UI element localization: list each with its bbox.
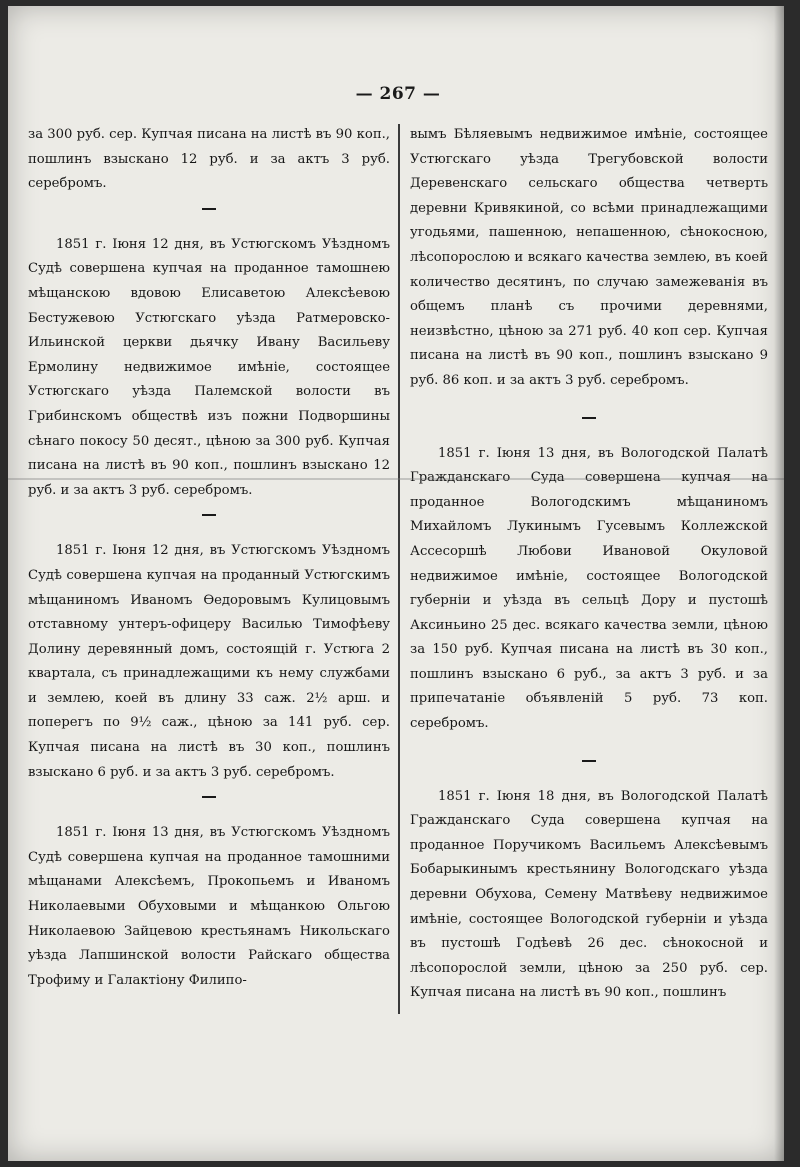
paragraph-continuation: за 300 руб. сер. Купчая писана на листѣ въ 90 коп., пошлинъ взыскано 12 руб. и за актъ 3 руб. серебромъ. [28, 127, 390, 192]
left-column [28, 123, 390, 993]
paragraph-entry: 1851 г. Іюня 13 дня, въ Вологодской Палатѣ Гражданскаго Суда совершена купчая на проданное Вологодскимъ мѣщаниномъ Михайломъ Лукинымъ Гусевымъ Коллежской Ассесоршѣ Любови Ивановой Окуловой недвижимое имѣніе, состоящее Вологодской губерніи и уѣзда въ сельцѣ Дору и пустошѣ Аксиньино 25 дес. всякаго качества земли, цѣною за 150 руб. Купчая писана на листѣ въ 30 коп., пошлинъ взыскано 6 руб., за актъ 3 руб. и за припечатаніе объявленій 5 руб. 73 коп. серебромъ. [410, 445, 768, 732]
section-separator [410, 749, 768, 773]
page-edge-shadow [774, 6, 784, 1161]
paragraph-continuation: вымъ Бѣляевымъ недвижимое имѣніе, состоящее Устюгскаго уѣзда Трегубовской волости Деревенскаго сельскаго общества четверть деревни Кривякиной, со всѣми принадлежащими угодьями, пашенною, непашенною, сѣнокосною, лѣсопорослою и всякаго качества землею, въ коей количество десятинъ, по случаю замежеванія въ общемъ планѣ съ прочими деревнями, неизвѣстно, цѣною за 271 руб. 40 коп сер. Купчая писана на листѣ въ 90 коп., пошлинъ взыскано 9 руб. 86 коп. и за актъ 3 руб. серебромъ. [410, 127, 768, 388]
section-separator [28, 785, 390, 809]
paragraph-entry: 1851 г. Іюня 12 дня, въ Устюгскомъ Уѣздномъ Судѣ совершена купчая на проданный Устюгскимъ мѣщаниномъ Иваномъ Ѳедоровымъ Кулицовымъ отставному унтеръ-офицеру Василью Тимофѣеву Долину деревянный домъ, состоящій г. Устюга 2 квартала, съ принадлежащими къ нему службами и землею, коей въ длину 33 саж. 2½ арш. и поперегъ по 9½ саж., цѣною за 141 руб. сер. Купчая писана на листѣ въ 30 коп., пошлинъ взыскано 6 руб. и за актъ 3 руб. серебромъ. [28, 543, 390, 780]
section-separator [28, 197, 390, 221]
paragraph-entry: 1851 г. Іюня 12 дня, въ Устюгскомъ Уѣздномъ Судѣ совершена купчая на проданное тамошнею мѣщанскою вдовою Елисаветою Алексѣевою Бестужевою Устюгскаго уѣзда Ратмеровско-Ильинской церкви дьячку Ивану Васильеву Ермолину недвижимое имѣніе, состоящее Устюгскаго уѣзда Палемской волости въ Грибинскомъ обществѣ изъ пожни Подворшины сѣнаго покосу 50 десят., цѣною за 300 руб. Купчая писана на листѣ въ 90 коп., пошлинъ взыскано 12 руб. и за актъ 3 руб. серебромъ. [28, 236, 390, 498]
column-divider [398, 124, 400, 1014]
section-separator [410, 406, 768, 430]
paragraph-entry: 1851 г. Іюня 13 дня, въ Устюгскомъ Уѣздномъ Судѣ совершена купчая на проданное тамошними мѣщанами Алексѣемъ, Прокопьемъ и Иваномъ Николаевыми Обуховыми и мѣщанкою Ольгою Николаевою Зайцевою крестьянамъ Никольскаго уѣзда Лапшинской волости Райскаго общества Трофиму и Галактіону Филипо- [28, 825, 390, 988]
paragraph-entry: 1851 г. Іюня 18 дня, въ Вологодской Палатѣ Гражданскаго Суда совершена купчая на проданное Поручикомъ Васильемъ Алексѣевымъ Бобарыкинымъ крестьянину Вологодскаго уѣзда деревни Обухова, Семену Матвѣеву недвижимое имѣніе, состоящее Вологодской губерніи и уѣзда въ пустошѣ Годѣевѣ 26 дес. сѣнокосной и лѣсопорослой земли, цѣною за 250 руб. сер. Купчая писана на листѣ въ 90 коп., пошлинъ [410, 788, 768, 1001]
right-column [410, 123, 768, 1006]
page-number: — 267 — [355, 84, 441, 104]
paper-fold-line [8, 478, 784, 480]
section-separator [28, 503, 390, 527]
document-page [8, 6, 784, 1161]
